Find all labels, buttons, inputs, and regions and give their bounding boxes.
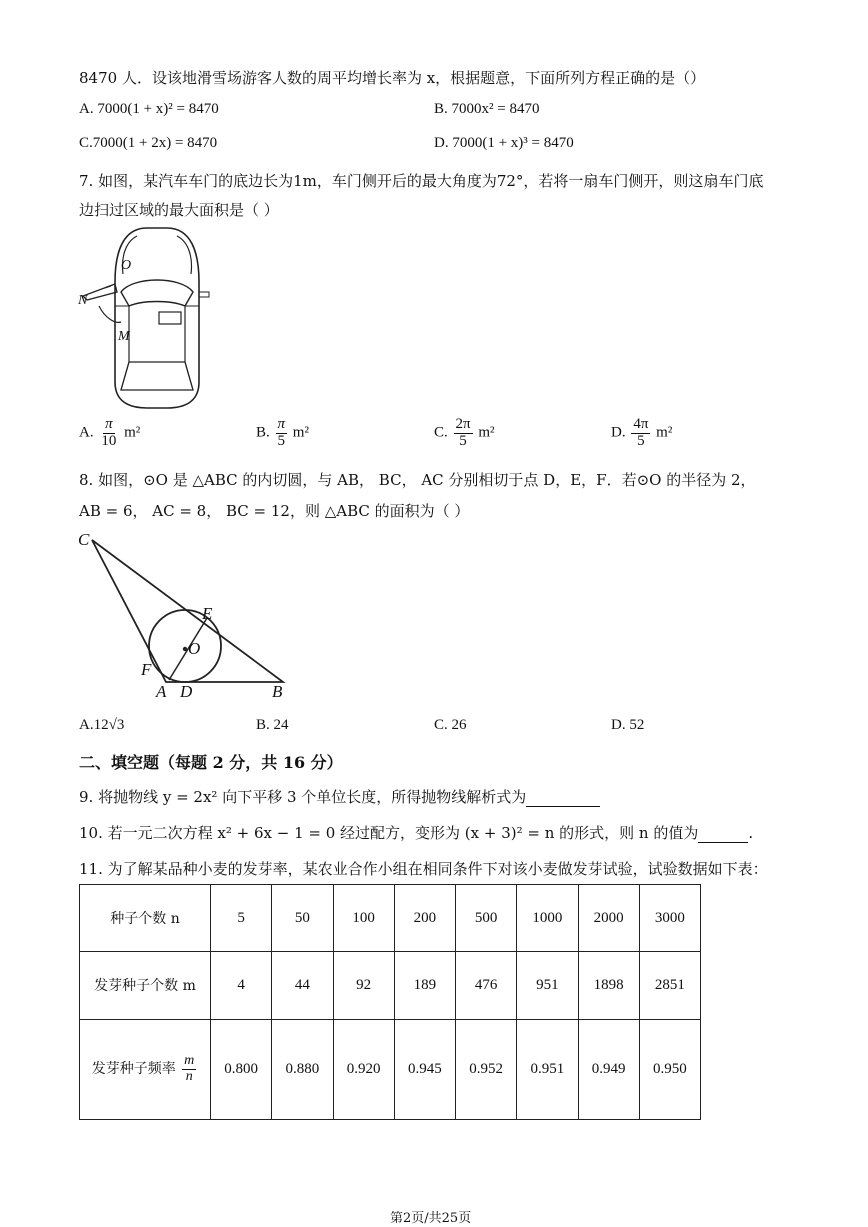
- cell-m: 44: [272, 952, 333, 1019]
- incircle-triangle-figure: [75, 528, 295, 698]
- q8-option-b: B. 24: [256, 717, 289, 733]
- q8-label-c: C: [78, 530, 90, 549]
- q8-label-d: D: [180, 682, 193, 701]
- germination-table: [79, 884, 701, 1120]
- q10-stem: 10. 若一元二次方程 x² + 6x − 1 = 0 经过配方，变形为 (x + 3)² = n 的形式，则 n 的值为 .: [79, 824, 754, 842]
- q9-stem: 9. 将抛物线 y = 2x² 向下平移 3 个单位长度，所得抛物线解析式为: [79, 786, 600, 807]
- page-number: 第2页/共25页: [390, 1211, 472, 1226]
- q6-option-c: C.7000(1 + 2x) = 8470: [79, 135, 218, 151]
- cell-m: 1898: [578, 952, 639, 1019]
- q8-label-a: A: [156, 682, 167, 701]
- row-head-n: 种子个数 n: [80, 885, 211, 952]
- cell-m: 2851: [639, 952, 700, 1019]
- cell-frequency: 0.800: [211, 1019, 272, 1120]
- cell-frequency: 0.951: [517, 1019, 578, 1120]
- cell-n: 1000: [517, 885, 578, 952]
- row-head-frequency: 发芽种子频率 $\frac{m}{n}$: [80, 1019, 211, 1120]
- q7-stem-line1: 7. 如图，某汽车车门的底边长为1m，车门侧开后的最大角度为72°，若将一扇车门侧开，则这扇车门底: [79, 172, 764, 190]
- q7-label-o: O: [121, 258, 132, 273]
- q6-stem: 8470 人．设该地滑雪场游客人数的周平均增长率为 x，根据题意，下面所列方程正确的是（）: [79, 69, 706, 87]
- section-heading: 二、填空题（每题 2 分，共 16 分）: [79, 753, 343, 772]
- q7-label-m: M: [118, 329, 130, 344]
- cell-n: 200: [394, 885, 455, 952]
- cell-m: 951: [517, 952, 578, 1019]
- q8-option-a: A.12√3: [79, 717, 125, 733]
- q7-option-d: D. $\frac{4\pi}{5}$ m²: [611, 416, 673, 449]
- q6-option-d: D. 7000(1 + x)³ = 8470: [434, 135, 574, 151]
- q7-label-n: N: [78, 293, 88, 308]
- cell-frequency: 0.880: [272, 1019, 333, 1120]
- row-head-m: 发芽种子个数 m: [80, 952, 211, 1019]
- table-row-m: [80, 952, 701, 1019]
- q6-option-a: A. 7000(1 + x)² = 8470: [79, 101, 219, 117]
- q8-label-b: B: [272, 682, 283, 701]
- q11-stem: 11. 为了解某品种小麦的发芽率，某农业合作小组在相同条件下对该小麦做发芽试验，试验数据如下表：: [79, 860, 768, 878]
- cell-frequency: 0.949: [578, 1019, 639, 1120]
- q8-label-o: O: [188, 639, 201, 658]
- q8-label-f: F: [141, 660, 152, 679]
- q7-option-a: A. $\frac{\pi}{10}$ m²: [79, 416, 141, 449]
- cell-m: 476: [456, 952, 517, 1019]
- q6-option-b: B. 7000x² = 8470: [434, 101, 540, 117]
- car-door-figure: [75, 222, 225, 412]
- q10-answer-blank: [698, 824, 748, 843]
- cell-n: 2000: [578, 885, 639, 952]
- q7-option-c: C. $\frac{2\pi}{5}$ m²: [434, 416, 495, 449]
- q8-stem-line1: 8. 如图，⊙O 是 △ABC 的内切圆，与 AB， BC， AC 分别相切于点 D，E，F．若⊙O 的半径为 2，: [79, 471, 756, 489]
- q7-stem-line2: 边扫过区域的最大面积是（ ）: [79, 201, 279, 219]
- table-row-frequency: [80, 1019, 701, 1120]
- cell-n: 50: [272, 885, 333, 952]
- cell-frequency: 0.920: [333, 1019, 394, 1120]
- cell-n: 3000: [639, 885, 700, 952]
- cell-m: 189: [394, 952, 455, 1019]
- q8-option-c: C. 26: [434, 717, 467, 733]
- cell-frequency: 0.950: [639, 1019, 700, 1120]
- q7-option-b: B. $\frac{\pi}{5}$ m²: [256, 416, 309, 449]
- cell-n: 100: [333, 885, 394, 952]
- q8-label-e: E: [202, 604, 213, 623]
- cell-n: 5: [211, 885, 272, 952]
- cell-m: 92: [333, 952, 394, 1019]
- cell-frequency: 0.952: [456, 1019, 517, 1120]
- cell-m: 4: [211, 952, 272, 1019]
- q8-option-d: D. 52: [611, 717, 645, 733]
- cell-n: 500: [456, 885, 517, 952]
- q9-answer-blank: [526, 788, 600, 807]
- table-row-n: [80, 885, 701, 952]
- cell-frequency: 0.945: [394, 1019, 455, 1120]
- q8-stem-line2: AB = 6， AC = 8， BC = 12，则 △ABC 的面积为（ ）: [79, 502, 470, 520]
